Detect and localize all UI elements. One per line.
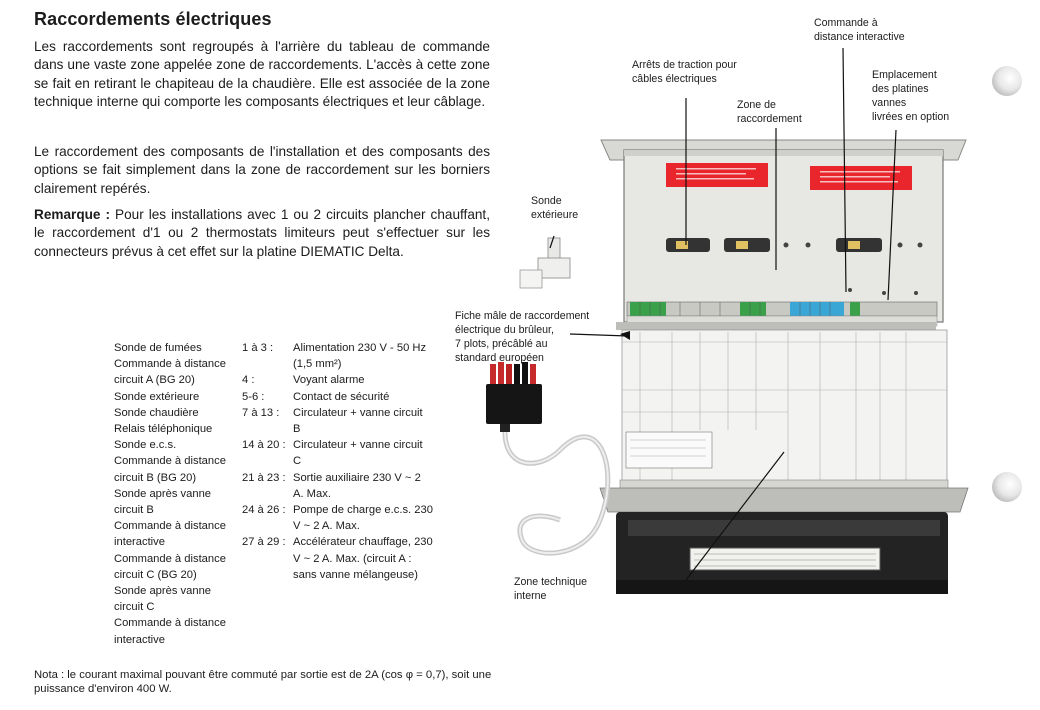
legend-desc: Sonde chaudière	[114, 406, 199, 419]
legend-desc: Commande à distance circuit C (BG 20)	[114, 552, 226, 581]
legend-code: 5-6 :	[242, 390, 265, 403]
page-tab-icon	[992, 472, 1022, 502]
label-burner-plug: Fiche mâle de raccordement électrique du brûleur, 7 plots, précâblé au standard européen	[455, 310, 590, 364]
legend-code: 4 :	[242, 374, 255, 387]
label-traction-stops: Arrêts de traction pour câbles électriques	[632, 59, 737, 85]
intro-paragraph: Les raccordements sont regroupés à l'arrière du tableau de commande dans une vaste zone appelée zone de raccordements. L'accès à cette zone se fait en retirant le chapiteau de la chaudière. Elle est associée de la zone technique interne qui comporte les composants électriques et leur câblage.	[34, 39, 490, 109]
legend-desc: Sonde après vanne circuit C	[114, 585, 212, 614]
wiring-diagram-sheet	[620, 330, 948, 494]
label-remote-control: Commande à distance interactive	[814, 17, 905, 43]
warning-label-left	[666, 163, 768, 187]
connection-zone-panel	[601, 140, 966, 330]
remark-label: Remarque :	[34, 207, 111, 222]
legend-desc: Sonde e.c.s.	[114, 439, 177, 452]
legend-desc: Sonde de fumées	[114, 342, 202, 354]
legend-desc: Commande à distance circuit B (BG 20)	[114, 455, 226, 484]
legend-code: 1 à 3 :	[242, 342, 274, 354]
warning-label-right	[810, 166, 912, 190]
cable-clamp	[724, 238, 770, 252]
legend-desc: Circulateur + vanne circuit C	[293, 439, 423, 468]
legend-desc: Commande à distance interactive	[114, 617, 226, 646]
remark-text: Pour les installations avec 1 ou 2 circuits plancher chauffant, le raccordement d'1 ou 2 thermostats limiteurs peut s'effectuer sur les connecteurs prévus à cet effet sur la platine DIEMATIC Delta.	[34, 207, 490, 259]
terminal-strip	[627, 302, 937, 316]
cable-clamp	[666, 238, 710, 252]
cable-clamp	[836, 238, 882, 252]
outdoor-sensor	[520, 236, 570, 288]
legend-code: 14 à 20 :	[242, 439, 286, 452]
legend-desc: Circulateur + vanne circuit B	[293, 406, 423, 436]
connection-paragraph: Le raccordement des composants de l'installation et des composants des options se fait simplement dans la zone de raccordement sur les borniers clairement repérés.	[34, 144, 490, 196]
legend-desc: Voyant alarme	[293, 374, 365, 387]
legend-code: 21 à 23 :	[242, 471, 286, 484]
label-outdoor-sensor: Sonde extérieure	[531, 195, 579, 221]
note-text: Nota : le courant maximal pouvant être commuté par sortie est de 2A (cos φ = 0,7), soit une puissance d'environ 400 W.	[34, 669, 492, 695]
page-tab-icon	[992, 66, 1022, 96]
label-technical-zone: Zone technique interne	[514, 576, 588, 602]
legend-code: 27 à 29 :	[242, 536, 286, 549]
page-title: Raccordements électriques	[34, 9, 272, 29]
legend-desc: Commande à distance circuit A (BG 20)	[114, 358, 226, 387]
label-valve-boards-location: Emplacement des platines vannes livrées en option	[872, 69, 950, 123]
legend-desc: Accélérateur chauffage, 230 V ~ 2 A. Max. (circuit A : sans vanne mélangeuse)	[293, 536, 433, 581]
legend-desc: Relais téléphonique	[114, 423, 213, 436]
burner-plug	[486, 362, 608, 553]
legend-desc: Pompe de charge e.c.s. 230 V ~ 2 A. Max.	[293, 504, 433, 533]
legend-desc: Sonde après vanne circuit B	[114, 487, 212, 517]
legend-desc: Sonde extérieure	[114, 390, 200, 403]
legend-desc: Commande à distance interactive	[114, 520, 226, 549]
legend-code: 24 à 26 :	[242, 504, 286, 517]
legend-desc: Sortie auxiliaire 230 V ~ 2 A. Max.	[293, 471, 421, 500]
technical-zone	[600, 488, 968, 594]
legend-code: 7 à 13 :	[242, 406, 280, 419]
legend-desc: Contact de sécurité	[293, 390, 390, 403]
label-connection-zone: Zone de raccordement	[737, 99, 802, 125]
legend-desc: Alimentation 230 V - 50 Hz (1,5 mm²)	[293, 342, 427, 371]
